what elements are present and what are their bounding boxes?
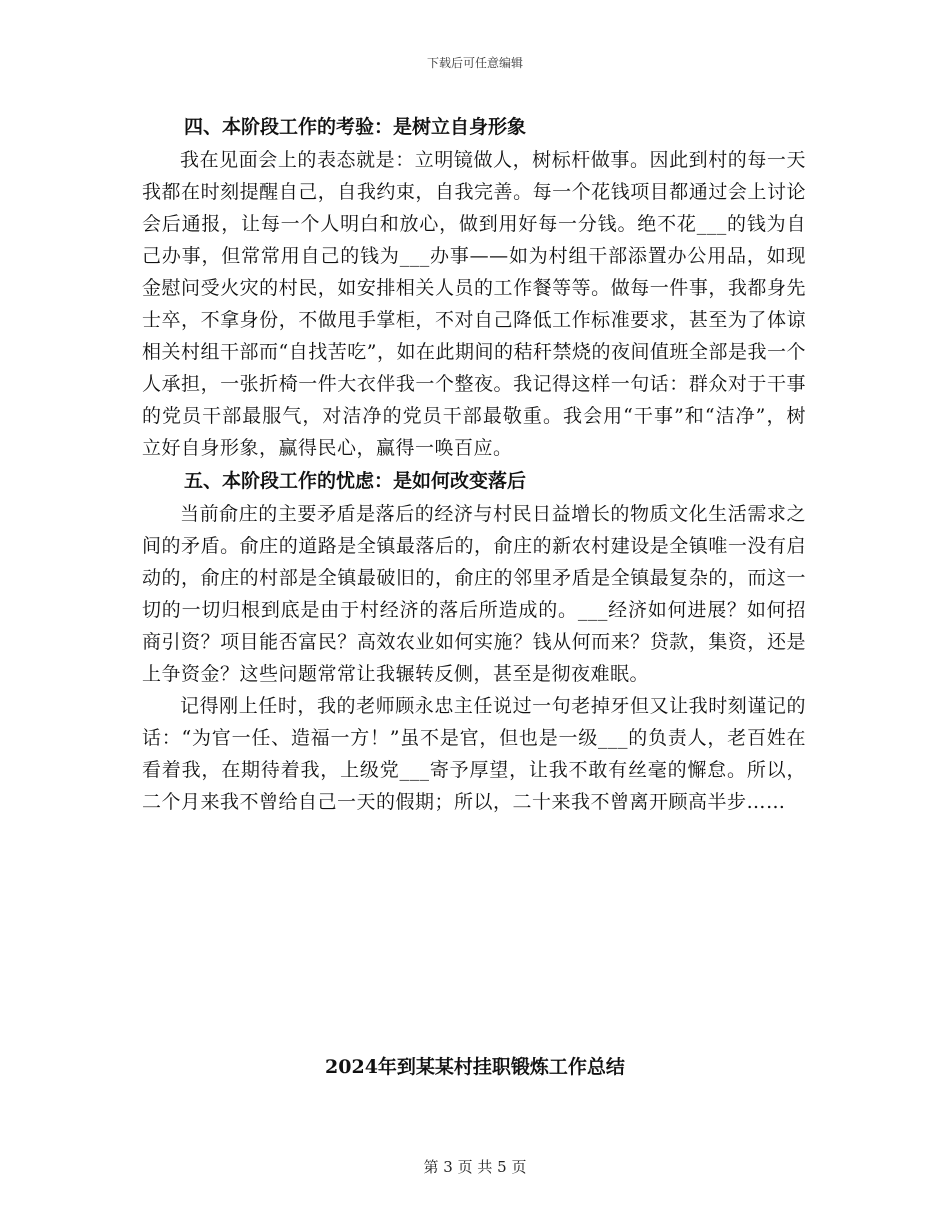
section-4-paragraph-1: 我在见面会上的表态就是：立明镜做人，树标杆做事。因此到村的每一天我都在时刻提醒自己，自我约束，自我完善。每一个花钱项目都通过会上讨论会后通报，让每一个人明白和放心，做到用好每一分钱。绝不花___的钱为自己办事，但常常用自己的钱为___办事——如为村组干部添置办公用品，如现金慰问受火灾的村民，如安排相关人员的工作餐等等。做每一件事，我都身先士卒，不拿身份，不做甩手掌柜，不对自己降低工作标准要求，甚至为了体谅相关村组干部而“自找苦吃”，如在此期间的秸秆禁烧的夜间值班全部是我一个人承担，一张折椅一件大衣伴我一个整夜。我记得这样一句话：群众对于干事的党员干部最服气，对洁净的党员干部最敬重。我会用“干事”和“洁净”，树立好自身形象，赢得民心，赢得一唤百应。 xyxy=(142,149,806,459)
section-heading-5: 五、本阶段工作的忧虑：是如何改变落后 xyxy=(184,470,527,492)
section-heading-4: 四、本阶段工作的考验：是树立自身形象 xyxy=(184,116,527,138)
document-body xyxy=(142,110,806,818)
header-note: 下载后可任意编辑 xyxy=(426,56,523,70)
document-title: 2024年到某某村挂职锻炼工作总结 xyxy=(325,1056,625,1078)
section-5-paragraph-2: 记得刚上任时，我的老师顾永忠主任说过一句老掉牙但又让我时刻谨记的话：“为官一任、造福一方！”虽不是官，但也是一级___的负责人，老百姓在看着我，在期待着我，上级党___寄予厚望，让我不敢有丝毫的懈怠。所以，二个月来我不曾给自己一天的假期；所以，二十来我不曾离开顾高半步…… xyxy=(142,695,806,813)
page-number: 第 3 页 共 5 页 xyxy=(423,1158,527,1176)
section-5-paragraph-1: 当前俞庄的主要矛盾是落后的经济与村民日益增长的物质文化生活需求之间的矛盾。俞庄的道路是全镇最落后的，俞庄的新农村建设是全镇唯一没有启动的，俞庄的村部是全镇最破旧的，俞庄的邻里矛盾是全镇最复杂的，而这一切的一切归根到底是由于村经济的落后所造成的。___经济如何进展？如何招商引资？项目能否富民？高效农业如何实施？钱从何而来？贷款，集资，还是上争资金？这些问题常常让我辗转反侧，甚至是彻夜难眠。 xyxy=(142,503,806,685)
